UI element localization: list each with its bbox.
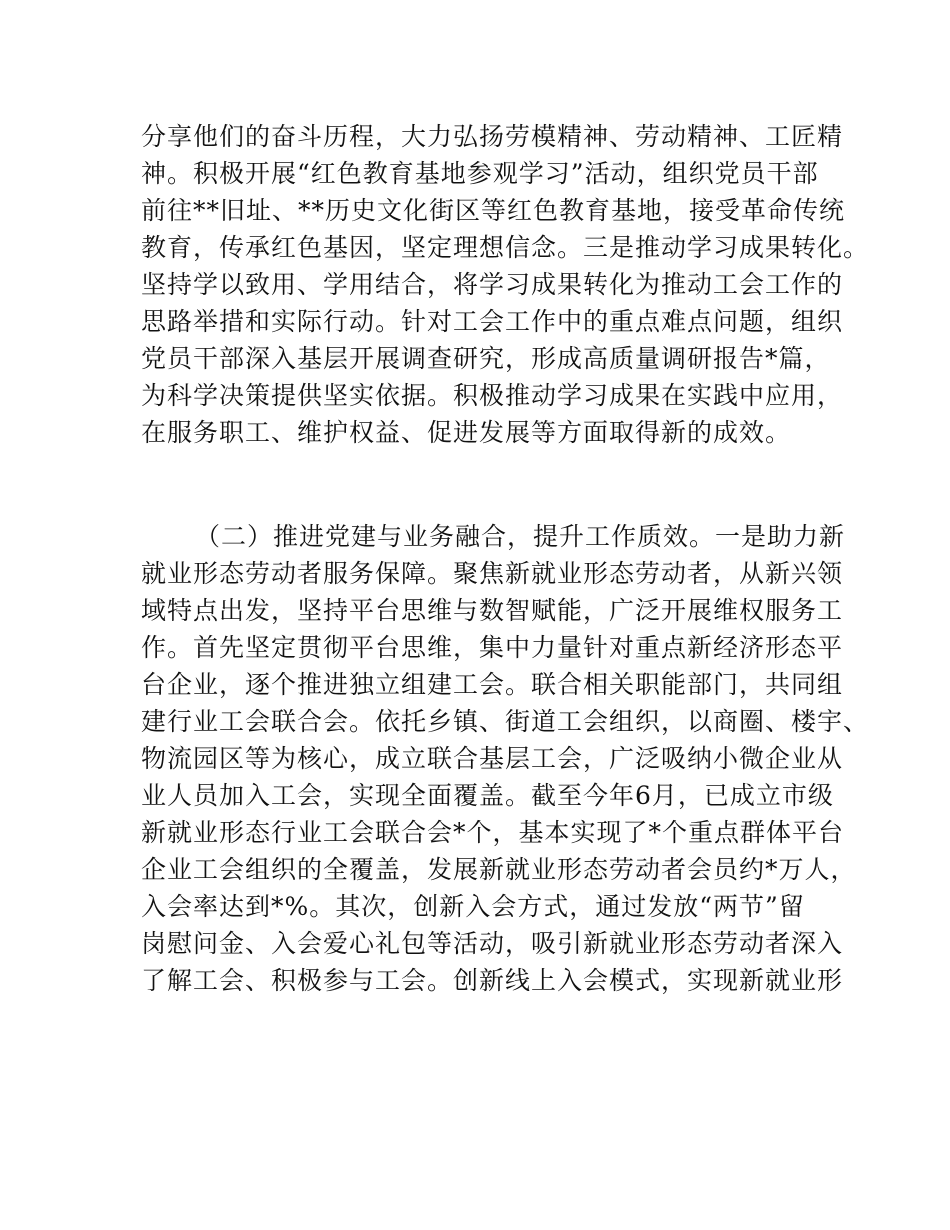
text-line: 企业工会组织的全覆盖，发展新就业形态劳动者会员约*万人， <box>141 855 857 884</box>
text-line: 教育，传承红色基因，坚定理想信念。三是推动学习成果转化。 <box>141 233 870 262</box>
text-line: 前往**旧址、**历史文化街区等红色教育基地，接受革命传统 <box>141 196 846 225</box>
text-line-indented: （二）推进党建与业务融合，提升工作质效。一是助力新 <box>195 522 846 551</box>
text-line: 思路举措和实际行动。针对工会工作中的重点难点问题，组织 <box>141 307 844 336</box>
text-line: 在服务职工、维护权益、促进发展等方面取得新的成效。 <box>141 418 792 447</box>
text-line: 作。首先坚定贯彻平台思维，集中力量针对重点新经济形态平 <box>141 633 844 662</box>
text-line: 为科学决策提供坚实依据。积极推动学习成果在实践中应用， <box>141 381 844 410</box>
text-line: 岗慰问金、入会爱心礼包等活动，吸引新就业形态劳动者深入 <box>141 929 844 958</box>
text-line: 台企业，逐个推进独立组建工会。联合相关职能部门，共同组 <box>141 670 844 699</box>
paragraph-1 <box>141 118 870 451</box>
text-line: 物流园区等为核心，成立联合基层工会，广泛吸纳小微企业从 <box>141 744 844 773</box>
text-line: 入会率达到*%。其次，创新入会方式，通过发放“两节”留 <box>141 892 805 921</box>
text-line: 神。积极开展“红色教育基地参观学习”活动，组织党员干部 <box>141 159 819 188</box>
text-line: 新就业形态行业工会联合会*个，基本实现了*个重点群体平台 <box>141 818 845 847</box>
text-line: 坚持学以致用、学用结合，将学习成果转化为推动工会工作的 <box>141 270 844 299</box>
text-line: 业人员加入工会，实现全面覆盖。截至今年6月，已成立市级 <box>141 781 834 810</box>
text-line: 就业形态劳动者服务保障。聚焦新就业形态劳动者，从新兴领 <box>141 559 844 588</box>
text-line: 建行业工会联合会。依托乡镇、街道工会组织，以商圈、楼宇、 <box>141 707 870 736</box>
text-line: 分享他们的奋斗历程，大力弘扬劳模精神、劳动精神、工匠精 <box>141 122 844 151</box>
text-line: 域特点出发，坚持平台思维与数智赋能，广泛开展维权服务工 <box>141 596 844 625</box>
text-line: 了解工会、积极参与工会。创新线上入会模式，实现新就业形 <box>141 966 844 995</box>
paragraph-2 <box>141 518 870 999</box>
text-line: 党员干部深入基层开展调查研究，形成高质量调研报告*篇， <box>141 344 831 373</box>
